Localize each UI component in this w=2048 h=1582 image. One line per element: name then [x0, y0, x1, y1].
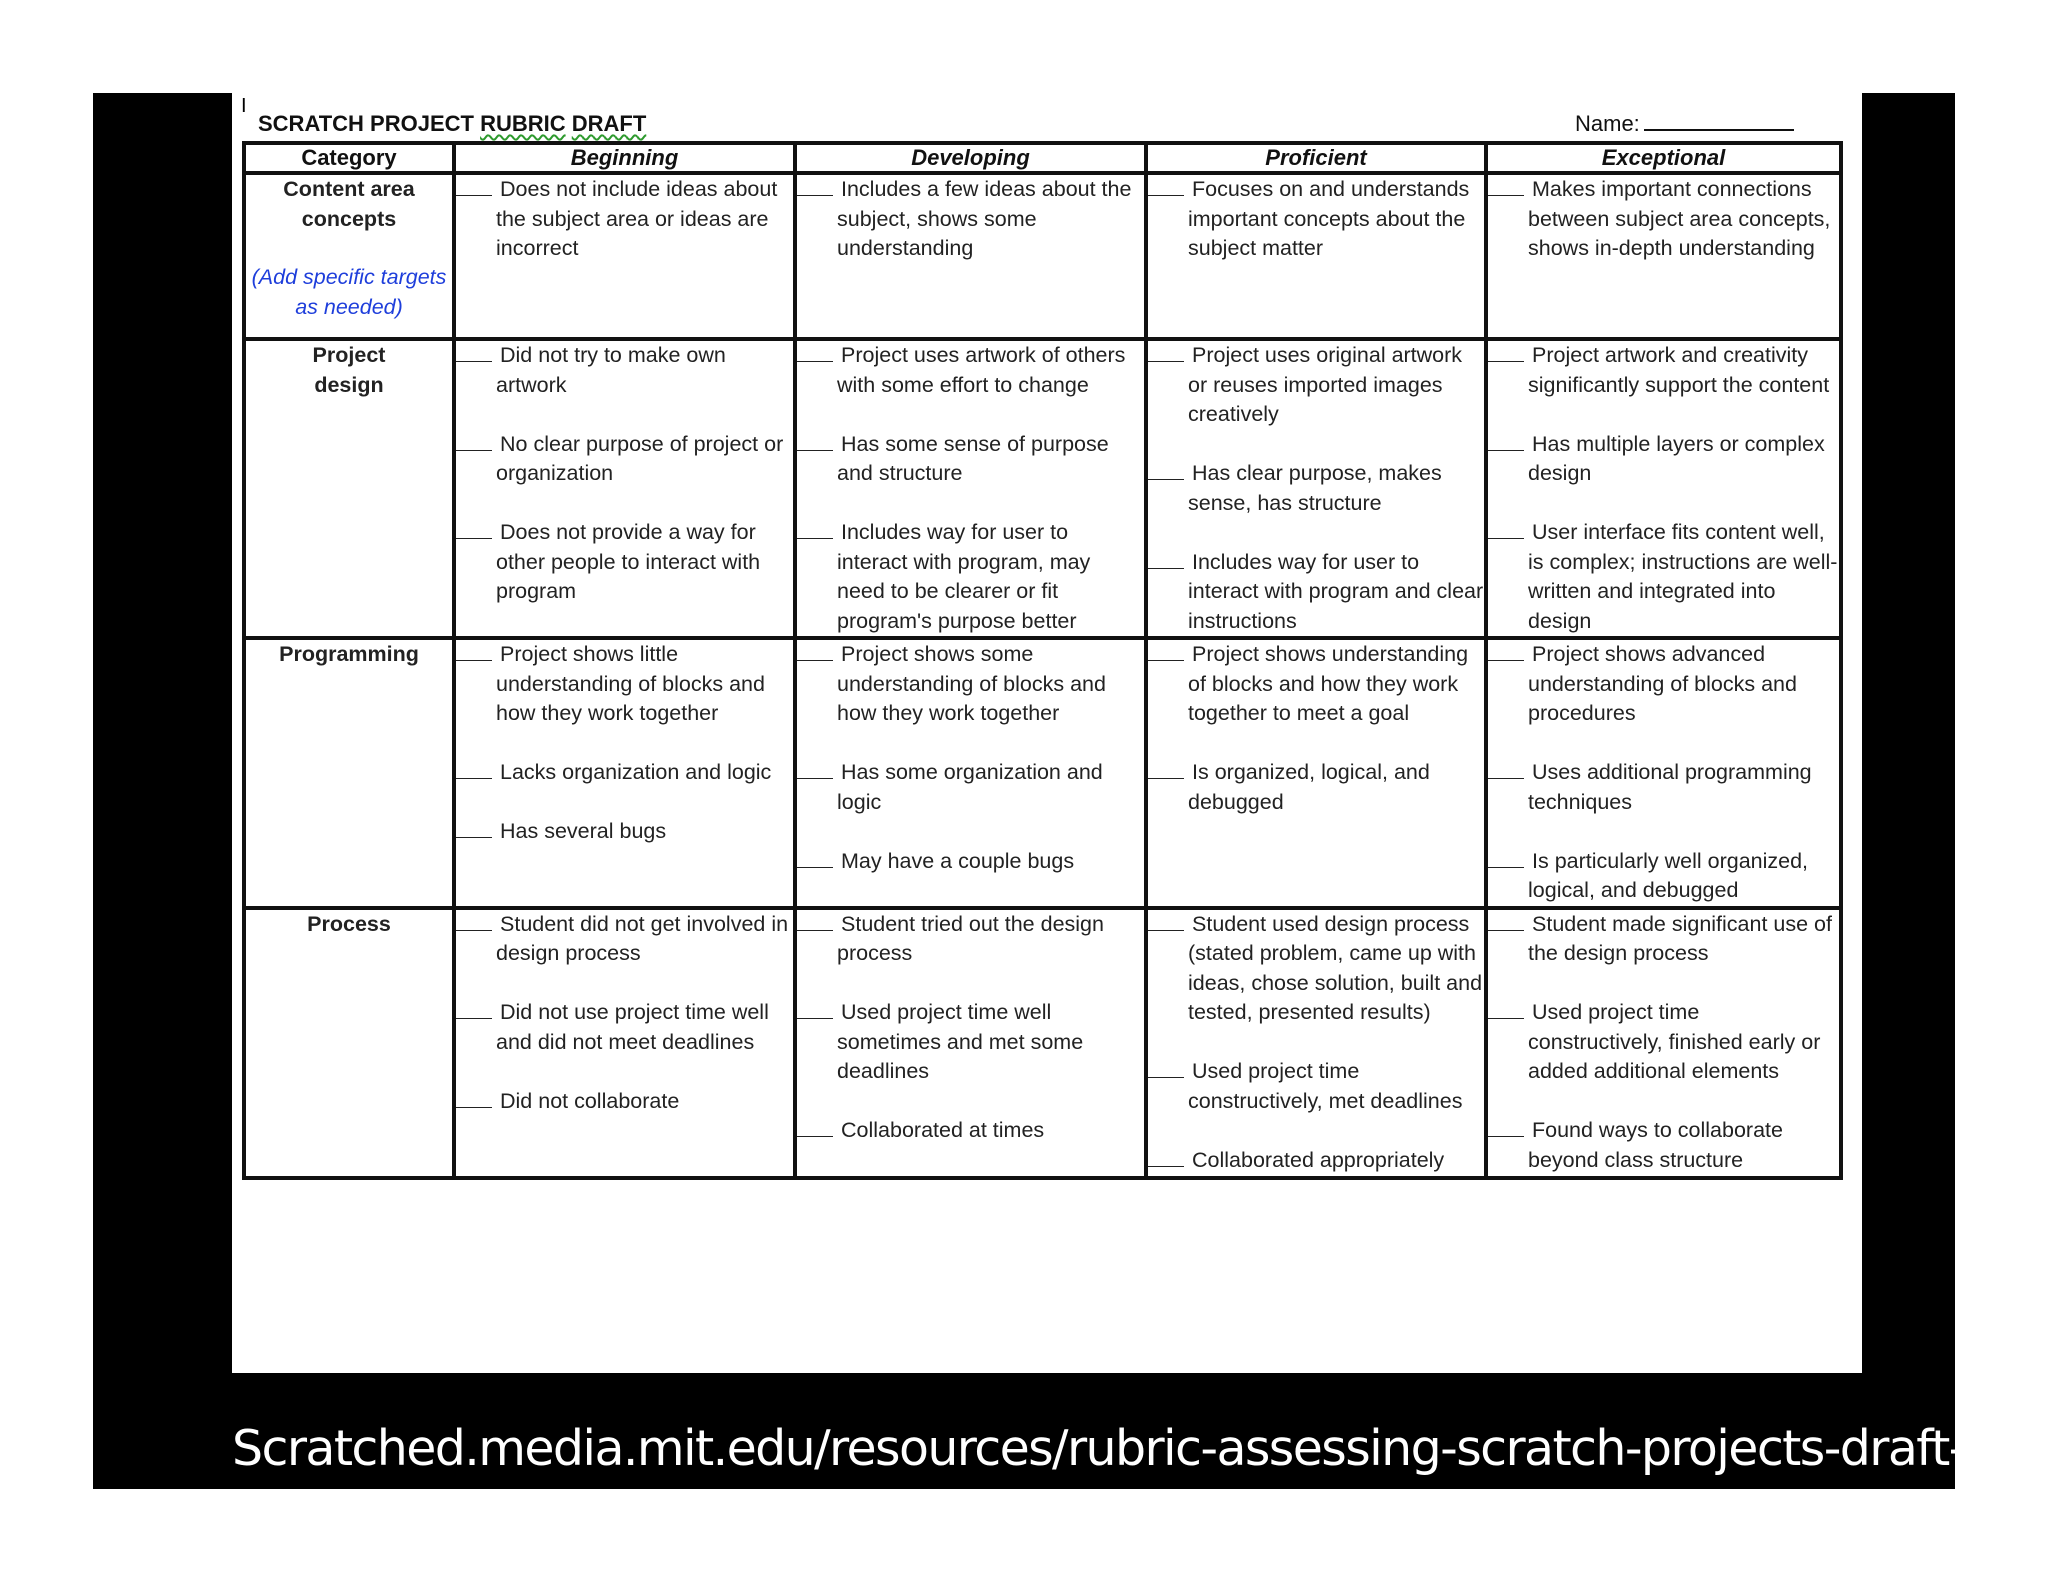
criterion-item	[456, 430, 793, 489]
criterion-item	[1488, 640, 1839, 729]
header-proficient: Proficient	[1146, 143, 1486, 173]
criterion-text: Has clear purpose, makes sense, has structure	[1188, 461, 1442, 515]
criteria-cell-beginning	[454, 908, 795, 1178]
criterion-text: Is organized, logical, and debugged	[1188, 760, 1430, 814]
category-cell	[244, 908, 454, 1178]
header-category: Category	[244, 143, 454, 173]
checkbox-blank-line	[797, 762, 833, 779]
criterion-item	[456, 175, 793, 264]
checkbox-blank-line	[797, 1120, 833, 1137]
criterion-item	[797, 998, 1144, 1087]
criteria-cell-exceptional	[1486, 908, 1841, 1178]
criterion-text: Includes a few ideas about the subject, shows some understanding	[837, 177, 1132, 260]
checkbox-blank-line	[797, 1002, 833, 1019]
criterion-item	[456, 910, 793, 969]
checkbox-blank-line	[456, 644, 492, 661]
checkbox-blank-line	[1488, 914, 1524, 931]
criterion-text: Project uses artwork of others with some effort to change	[837, 343, 1126, 397]
checkbox-blank-line	[1148, 463, 1184, 480]
checkbox-blank-line	[797, 522, 833, 539]
checkbox-blank-line	[1488, 851, 1524, 868]
criterion-item	[1148, 548, 1484, 637]
criterion-text: Lacks organization and logic	[500, 760, 772, 784]
criterion-item	[1488, 847, 1839, 906]
header-row	[244, 143, 1841, 173]
checkbox-blank-line	[1148, 762, 1184, 779]
criteria-cell-proficient	[1146, 173, 1486, 339]
criterion-text: Collaborated appropriately	[1192, 1147, 1445, 1172]
text-cursor-mark: I	[241, 95, 247, 117]
criterion-item	[456, 998, 793, 1057]
criterion-text: Does not provide a way for other people to interact with program	[496, 520, 761, 603]
checkbox-blank-line	[1488, 345, 1524, 362]
criterion-item	[456, 640, 793, 729]
criterion-text: Focuses on and understands important concepts about the subject matter	[1188, 177, 1470, 260]
criterion-item	[1148, 1146, 1484, 1176]
category-cell	[244, 638, 454, 908]
criterion-item	[1488, 998, 1839, 1087]
criterion-text: User interface fits content well, is complex; instructions are well-written and integrated into design	[1528, 520, 1838, 633]
checkbox-blank-line	[456, 762, 492, 779]
category-label: Project design	[312, 343, 386, 397]
criteria-cell-beginning	[454, 173, 795, 339]
criteria-cell-developing	[795, 339, 1146, 638]
criterion-item	[1148, 640, 1484, 729]
checkbox-blank-line	[1148, 552, 1184, 569]
criterion-item	[1148, 175, 1484, 264]
criterion-item	[797, 758, 1144, 817]
checkbox-blank-line	[797, 914, 833, 931]
criterion-text: Project uses original artwork or reuses imported images creatively	[1188, 343, 1463, 426]
title-prefix: SCRATCH PROJECT	[258, 111, 481, 136]
criterion-text: Student made significant use of the design process	[1528, 911, 1832, 965]
criteria-cell-beginning	[454, 638, 795, 908]
checkbox-blank-line	[1148, 345, 1184, 362]
checkbox-blank-line	[797, 179, 833, 196]
criteria-cell-exceptional	[1486, 638, 1841, 908]
checkbox-blank-line	[797, 851, 833, 868]
checkbox-blank-line	[797, 434, 833, 451]
criterion-text: Project shows some understanding of blocks and how they work together	[837, 642, 1106, 725]
criterion-text: Includes way for user to interact with program, may need to be clearer or fit program's purpose better	[837, 520, 1091, 633]
document-title	[258, 111, 646, 137]
criterion-text: Uses additional programming techniques	[1528, 760, 1812, 814]
criterion-item	[797, 518, 1144, 636]
criterion-item	[797, 640, 1144, 729]
title-word-draft: DRAFT	[571, 111, 647, 136]
name-blank-line	[1644, 111, 1794, 131]
criterion-item	[797, 847, 1144, 877]
criterion-item	[1148, 1057, 1484, 1116]
criterion-text: Used project time well sometimes and met some deadlines	[837, 1000, 1084, 1083]
criterion-text: Project shows advanced understanding of blocks and procedures	[1528, 642, 1797, 725]
checkbox-blank-line	[1148, 1150, 1184, 1167]
checkbox-blank-line	[456, 1091, 492, 1108]
criterion-item	[1148, 341, 1484, 430]
criterion-item	[1488, 1116, 1839, 1175]
checkbox-blank-line	[1148, 644, 1184, 661]
checkbox-blank-line	[456, 522, 492, 539]
criterion-item	[456, 758, 793, 788]
criterion-text: Makes important connections between subject area concepts, shows in-depth understanding	[1528, 177, 1831, 260]
checkbox-blank-line	[1148, 179, 1184, 196]
criterion-item	[1488, 518, 1839, 636]
criteria-cell-exceptional	[1486, 173, 1841, 339]
criterion-item	[456, 1087, 793, 1117]
source-url-caption: Scratched.media.mit.edu/resources/rubric-assessing-scratch-projects-draft-0	[232, 1420, 1995, 1477]
criteria-cell-proficient	[1146, 339, 1486, 638]
criterion-item	[1148, 910, 1484, 1028]
title-word-rubric: RUBRIC	[480, 111, 566, 136]
rubric-row	[244, 173, 1841, 339]
criterion-text: Did not use project time well and did not meet deadlines	[496, 1000, 769, 1054]
checkbox-blank-line	[1488, 1002, 1524, 1019]
criteria-cell-developing	[795, 638, 1146, 908]
rubric-document	[232, 93, 1862, 1373]
name-field	[1575, 111, 1794, 137]
checkbox-blank-line	[456, 179, 492, 196]
criterion-item	[1148, 459, 1484, 518]
criterion-text: Used project time constructively, met deadlines	[1188, 1059, 1463, 1113]
criterion-item	[797, 910, 1144, 969]
criterion-text: May have a couple bugs	[841, 848, 1075, 873]
header-exceptional: Exceptional	[1486, 143, 1841, 173]
checkbox-blank-line	[1488, 644, 1524, 661]
criterion-item	[797, 175, 1144, 264]
criterion-text: Student tried out the design process	[837, 911, 1104, 965]
checkbox-blank-line	[1148, 914, 1184, 931]
criterion-text: Project shows little understanding of blocks and how they work together	[496, 642, 765, 725]
criterion-item	[797, 430, 1144, 489]
category-label: Process	[307, 911, 391, 936]
criterion-text: Project shows understanding of blocks and how they work together to meet a goal	[1188, 642, 1469, 725]
criterion-text: No clear purpose of project or organization	[496, 431, 784, 485]
criteria-cell-exceptional	[1486, 339, 1841, 638]
criteria-cell-developing	[795, 908, 1146, 1178]
criterion-text: Collaborated at times	[841, 1118, 1045, 1142]
criterion-text: Has some sense of purpose and structure	[837, 431, 1109, 485]
category-note: (Add specific targets as needed)	[251, 265, 447, 319]
criterion-item	[1488, 175, 1839, 264]
name-label: Name:	[1575, 111, 1640, 136]
checkbox-blank-line	[1488, 1120, 1524, 1137]
criterion-text: Used project time constructively, finished early or added additional elements	[1528, 1000, 1821, 1083]
checkbox-blank-line	[797, 345, 833, 362]
rubric-row	[244, 638, 1841, 908]
category-cell	[244, 339, 454, 638]
criterion-item	[797, 1116, 1144, 1146]
criterion-text: Student did not get involved in design process	[496, 911, 789, 965]
criteria-cell-proficient	[1146, 638, 1486, 908]
checkbox-blank-line	[797, 644, 833, 661]
checkbox-blank-line	[456, 914, 492, 931]
rubric-table	[242, 141, 1843, 1180]
checkbox-blank-line	[1148, 1061, 1184, 1078]
criterion-text: Has several bugs	[500, 819, 667, 843]
criterion-item	[456, 518, 793, 607]
checkbox-blank-line	[1488, 522, 1524, 539]
criterion-item	[1488, 430, 1839, 489]
checkbox-blank-line	[1488, 434, 1524, 451]
criterion-item	[1488, 341, 1839, 400]
criterion-text: Did not try to make own artwork	[496, 343, 726, 397]
category-label: Content area concepts	[283, 177, 415, 231]
criterion-item	[456, 341, 793, 400]
criterion-item	[1488, 910, 1839, 969]
rubric-row	[244, 339, 1841, 638]
criterion-item	[797, 341, 1144, 400]
criterion-text: Student used design process (stated problem, came up with ideas, chose solution, built and tested, presented results)	[1188, 911, 1483, 1024]
criterion-text: Has multiple layers or complex design	[1528, 431, 1825, 485]
checkbox-blank-line	[456, 1002, 492, 1019]
criterion-text: Does not include ideas about the subject area or ideas are incorrect	[496, 177, 778, 260]
header-beginning: Beginning	[454, 143, 795, 173]
criterion-text: Project artwork and creativity significantly support the content	[1528, 343, 1830, 397]
criterion-text: Has some organization and logic	[837, 760, 1103, 814]
criterion-text: Did not collaborate	[500, 1088, 680, 1113]
criterion-text: Includes way for user to interact with program and clear instructions	[1188, 549, 1484, 633]
rubric-row	[244, 908, 1841, 1178]
criterion-item	[456, 817, 793, 847]
checkbox-blank-line	[456, 345, 492, 362]
criteria-cell-beginning	[454, 339, 795, 638]
category-cell	[244, 173, 454, 339]
criterion-text: Is particularly well organized, logical, and debugged	[1528, 848, 1809, 902]
criterion-text: Found ways to collaborate beyond class structure	[1528, 1118, 1783, 1172]
criterion-item	[1148, 758, 1484, 817]
criteria-cell-developing	[795, 173, 1146, 339]
header-developing: Developing	[795, 143, 1146, 173]
criteria-cell-proficient	[1146, 908, 1486, 1178]
checkbox-blank-line	[456, 821, 492, 838]
checkbox-blank-line	[1488, 179, 1524, 196]
checkbox-blank-line	[456, 434, 492, 451]
category-label: Programming	[279, 642, 419, 666]
criterion-item	[1488, 758, 1839, 817]
checkbox-blank-line	[1488, 762, 1524, 779]
